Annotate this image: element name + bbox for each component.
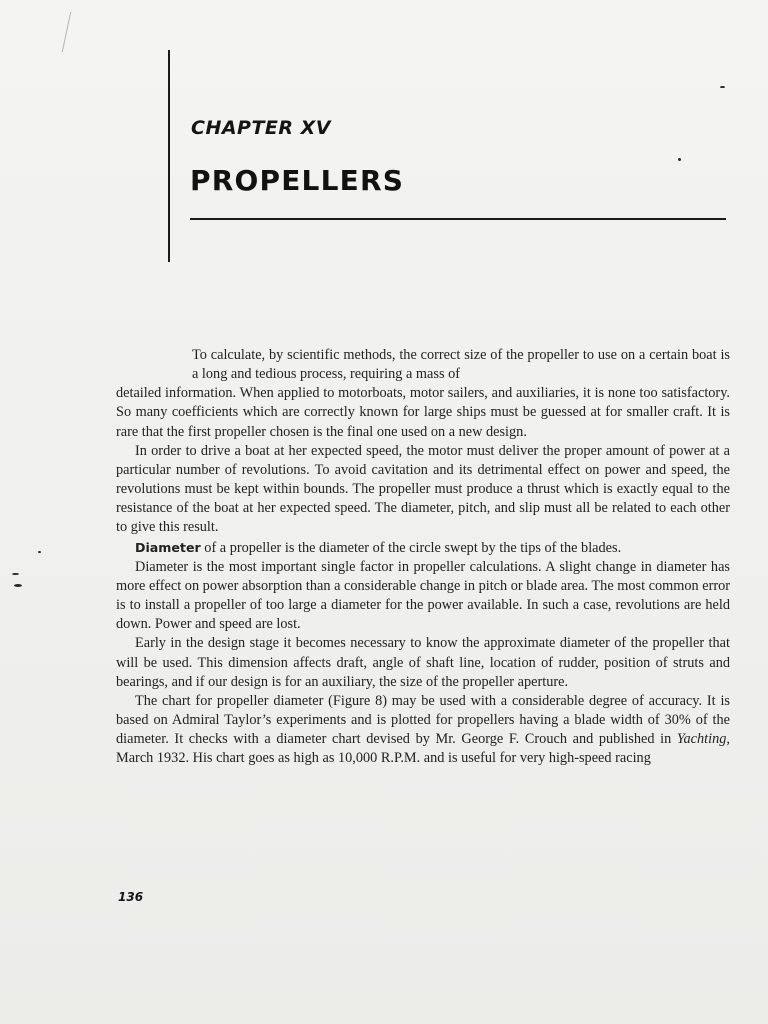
paragraph-6-part-b: , March 1932. His chart goes as high as 10,000 R.P.M. and is useful for very high-speed racing xyxy=(116,731,730,767)
paragraph-1-rest: detailed information. When applied to motorboats, motor sailers, and auxiliaries, it is none too satisfactory. So many coefficients which are correctly known for large ships must be guessed at for smaller craft. It is rare that the first propeller chosen is the final one used on a new design. xyxy=(116,385,730,440)
ink-speck xyxy=(38,551,41,553)
diameter-run-in-heading: Diameter xyxy=(135,539,201,555)
ink-speck xyxy=(14,584,22,587)
ink-speck xyxy=(12,573,19,575)
page-scuff-mark xyxy=(62,12,118,52)
paragraph-3 xyxy=(116,538,730,558)
yachting-magazine-title: Yachting xyxy=(676,731,727,748)
paragraph-1 xyxy=(116,346,730,442)
paragraph-5: Early in the design stage it becomes necessary to know the approximate diameter of the propeller that will be used. This dimension affects draft, angle of shaft line, location of rudder, position of struts and bearings, and if our design is for an auxiliary, the size of the propeller aperture. xyxy=(116,635,730,690)
ink-speck xyxy=(720,86,725,88)
paragraph-4: Diameter is the most important single factor in propeller calculations. A slight change in diameter has more effect on power absorption than a considerable change in pitch or blade area. The most common error is to install a propeller of too large a diameter for the power available. In such a case, revolutions are held down. Power and speed are lost. xyxy=(116,558,731,633)
chapter-vertical-rule xyxy=(168,50,170,262)
paragraph-1-lead: To calculate, by scientific methods, the correct size of the propeller to use on a certain boat is a long and tedious process, requiring a mass of xyxy=(192,347,730,383)
chapter-horizontal-rule xyxy=(190,218,726,220)
paragraph-6-part-a: The chart for propeller diameter (Figure 8) may be used with a considerable degree of accuracy. It is based on Admiral Taylor’s experiments and is plotted for propellers having a blade width of 30% of the diameter. It checks with a diameter chart devised by Mr. George F. Crouch and published in xyxy=(116,692,730,748)
ink-speck xyxy=(678,158,681,161)
paragraph-6 xyxy=(116,692,730,769)
chapter-title: PROPELLERS xyxy=(190,164,405,197)
paragraph-3-text: of a propeller is the diameter of the circle swept by the tips of the blades. xyxy=(200,539,622,556)
chapter-number: CHAPTER XV xyxy=(191,117,332,139)
paragraph-2: In order to drive a boat at her expected speed, the motor must deliver the proper amount of power at a particular number of revolutions. To avoid cavitation and its detrimental effect on power and speed, the revolutions must be kept within bounds. The propeller must produce a thrust which is exactly equal to the resistance of the boat at her expected speed. The diameter, pitch, and slip must all be related to each other to give this result. xyxy=(116,442,730,536)
page-number: 136 xyxy=(118,890,144,904)
body-text xyxy=(116,346,730,768)
